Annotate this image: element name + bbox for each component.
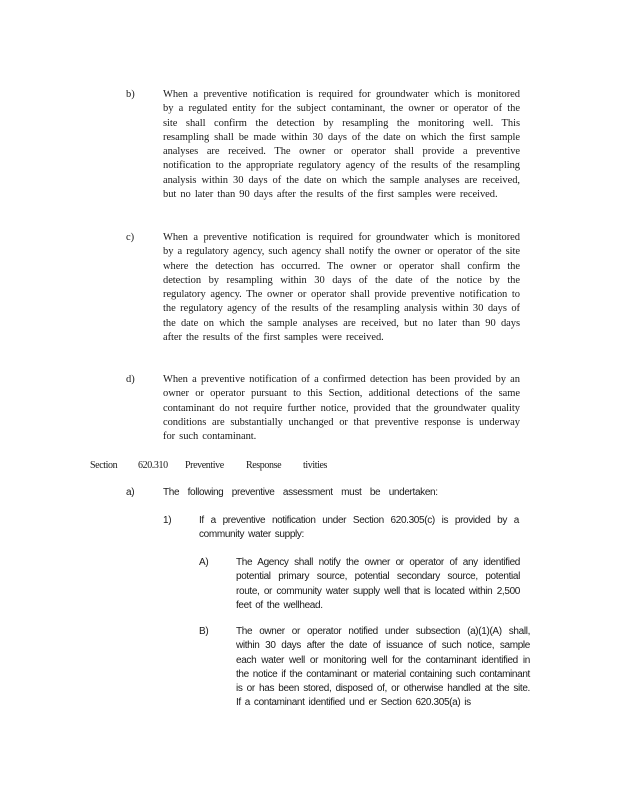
- section-title-word-2: Response: [246, 460, 282, 471]
- paragraph-d-label: d): [126, 374, 135, 385]
- paragraph-b-label: b): [126, 89, 135, 100]
- section-a-text: The following preventive assessment must be undertaken:: [163, 487, 438, 498]
- item-A-label: A): [199, 557, 209, 568]
- section-number: 620.310: [138, 460, 168, 471]
- paragraph-d-text: When a preventive notification of a confirmed detection has been provided by an owner or operator pursuant to this Section, additional detections of the same contaminant do not require further notice, provided that the groundwater quality conditions are substantially unchanged or that preventive response is underway for such contaminant.: [163, 374, 520, 443]
- paragraph-b-text: When a preventive notification is required for groundwater which is monitored by a regulated entity for the subject contaminant, the owner or operator of the site shall confirm the detection by resampling the monitoring well. This resampling shall be made within 30 days of the date on which the first sample analyses are received. The owner or operator shall provide a preventive notification to the appropriate regulatory agency of the results of the resampling analysis within 30 days of the date on which the sample analyses are received, but no later than 90 days after the results of the first samples were received.: [163, 89, 520, 201]
- paragraph-c-text: When a preventive notification is required for groundwater which is monitored by a regulatory agency, such agency shall notify the owner or operator of the site where the detection has occurred. The owner or operator shall confirm the detection by resampling within 30 days of the date of the notice by the regulatory agency. The owner or operator shall provide preventive notification to the regulatory agency of the results of the resampling analysis within 30 days of the date on which the sample analyses are received, but no later than 90 days after the results of the first samples were received.: [163, 232, 520, 344]
- item-B-label: B): [199, 626, 209, 637]
- section-title-word-1: Preventive: [185, 460, 224, 471]
- item-B-text: The owner or operator notified under subsection (a)(1)(A) shall, within 30 days after the date of issuance of such notice, sample each water well or monitoring well for the contaminant identified in the notice if the contaminant or material containing such contaminant is or has been stored, disposed of, or otherwise handled at the site. If a contaminant identified und er Section 620.305(a) is: [236, 626, 530, 709]
- section-word: Section: [90, 460, 118, 471]
- item-1-label: 1): [163, 515, 172, 526]
- item-A-text: The Agency shall notify the owner or operator of any identified potential primary source, potential secondary source, potential route, or community water supply well that is located within 2,500 feet of the wellhead.: [236, 557, 520, 611]
- section-a-label: a): [126, 487, 135, 498]
- item-1-text: If a preventive notification under Section 620.305(c) is provided by a community water supply:: [199, 515, 519, 541]
- paragraph-c-label: c): [126, 232, 135, 243]
- section-title-word-3: tivities: [303, 460, 328, 471]
